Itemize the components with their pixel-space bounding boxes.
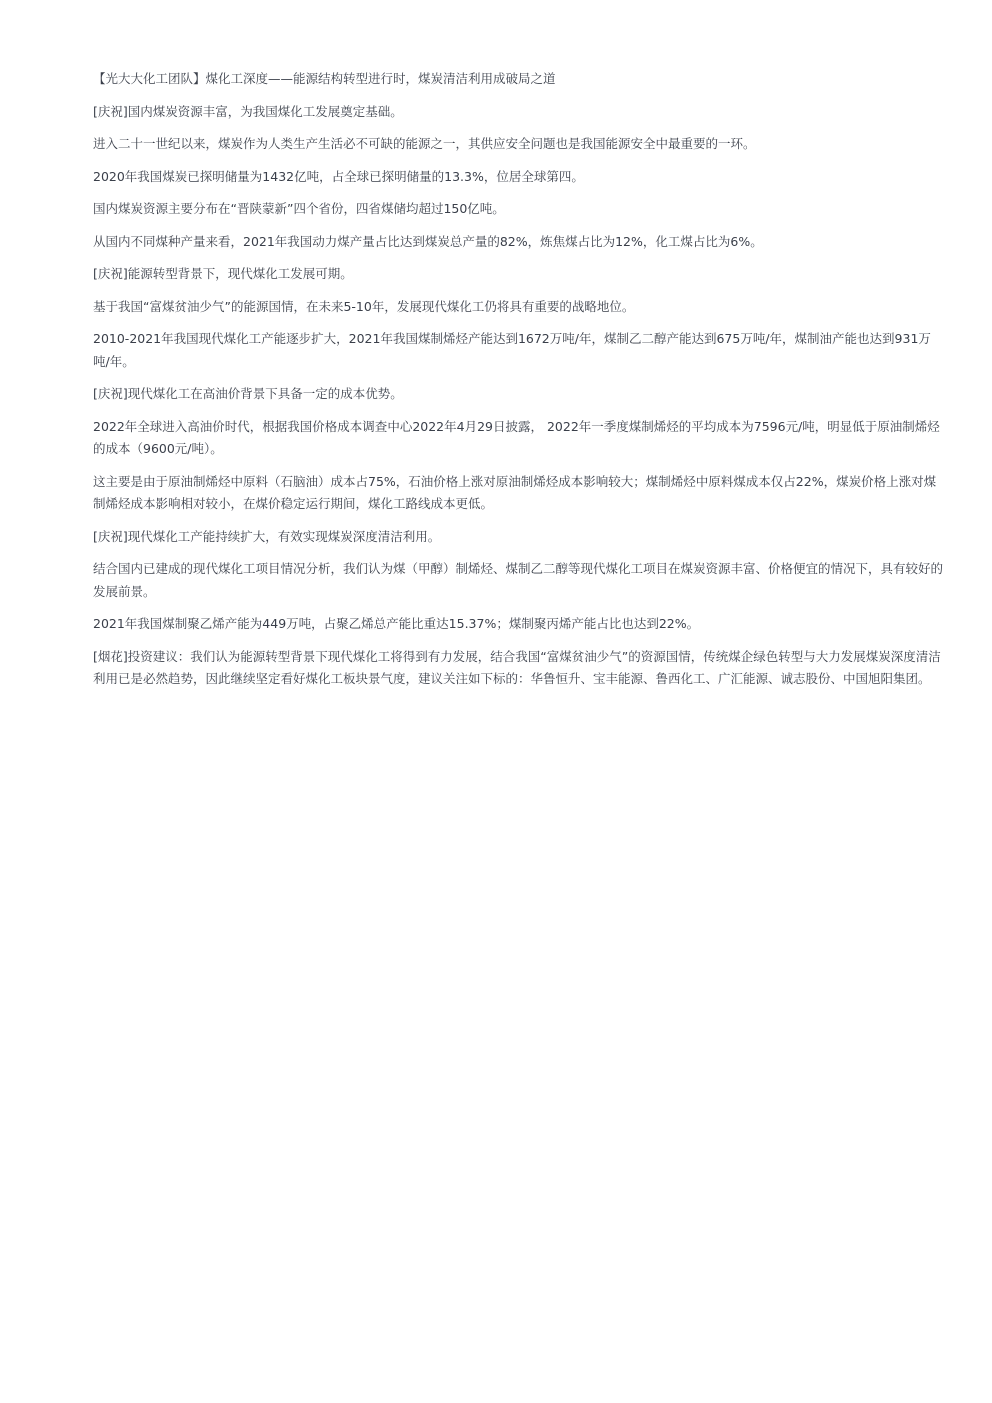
paragraph-resource-distribution: 国内煤炭资源主要分布在“晋陕蒙新”四个省份，四省煤储均超过150亿吨。 (93, 201, 505, 216)
document-body (93, 68, 945, 701)
paragraph-cost-structure: 这主要是由于原油制烯烃中原料（石脑油）成本占75%，石油价格上涨对原油制烯烃成本影响较大；煤制烯烃中原料煤成本仅占22%，煤炭价格上涨对煤制烯烃成本影响相对较小，在煤价稳定运行期间，煤化工路线成本更低。 (93, 473, 937, 511)
paragraph-polyolefin-capacity: 2021年我国煤制聚乙烯产能为449万吨，占聚乙烯总产能比重达15.37%；煤制聚丙烯产能占比也达到22%。 (93, 616, 700, 631)
paragraph-energy-security: 进入二十一世纪以来，煤炭作为人类生产生活必不可缺的能源之一，其供应安全问题也是我国能源安全中最重要的一环。 (93, 136, 756, 151)
paragraph-coal-output-mix: 从国内不同煤种产量来看，2021年我国动力煤产量占比达到煤炭总产量的82%，炼焦煤占比为12%，化工煤占比为6%。 (93, 233, 763, 249)
paragraph-proven-reserves: 2020年我国煤炭已探明储量为1432亿吨，占全球已探明储量的13.3%，位居全球第四。 (93, 168, 584, 184)
paragraph-capacity-expansion: 2010-2021年我国现代煤化工产能逐步扩大，2021年我国煤制烯烃产能达到1672万吨/年，煤制乙二醇产能达到675万吨/年，煤制油产能也达到931万吨/年。 (93, 331, 931, 369)
paragraph-cost-advantage-heading: [庆祝]现代煤化工在高油价背景下具备一定的成本优势。 (93, 386, 403, 401)
document-title: 【光大大化工团队】煤化工深度——能源结构转型进行时，煤炭清洁利用成破局之道 (93, 71, 556, 86)
paragraph-coal-resources-heading: [庆祝]国内煤炭资源丰富，为我国煤化工发展奠定基础。 (93, 103, 403, 119)
paragraph-clean-utilization-heading: [庆祝]现代煤化工产能持续扩大，有效实现煤炭深度清洁利用。 (93, 528, 441, 544)
paragraph-high-oil-price: 2022年全球进入高油价时代，根据我国价格成本调查中心2022年4月29日披露， 2022年一季度煤制烯烃的平均成本为7596元/吨，明显低于原油制烯烃的成本（9600元/吨）。 (93, 418, 940, 456)
paragraph-strategic-position: 基于我国“富煤贫油少气”的能源国情，在未来5-10年，发展现代煤化工仍将具有重要的战略地位。 (93, 298, 635, 314)
paragraph-energy-transition-heading: [庆祝]能源转型背景下，现代煤化工发展可期。 (93, 266, 353, 281)
paragraph-project-outlook: 结合国内已建成的现代煤化工项目情况分析，我们认为煤（甲醇）制烯烃、煤制乙二醇等现代煤化工项目在煤炭资源丰富、价格便宜的情况下，具有较好的发展前景。 (93, 561, 944, 599)
paragraph-investment-advice: [烟花]投资建议：我们认为能源转型背景下现代煤化工将得到有力发展，结合我国“富煤贫油少气”的资源国情，传统煤企绿色转型与大力发展煤炭深度清洁利用已是必然趋势，因此继续坚定看好煤化工板块景气度，建议关注如下标的：华鲁恒升、宝丰能源、鲁西化工、广汇能源、诚志股份、中国旭阳集团。 (93, 648, 941, 686)
